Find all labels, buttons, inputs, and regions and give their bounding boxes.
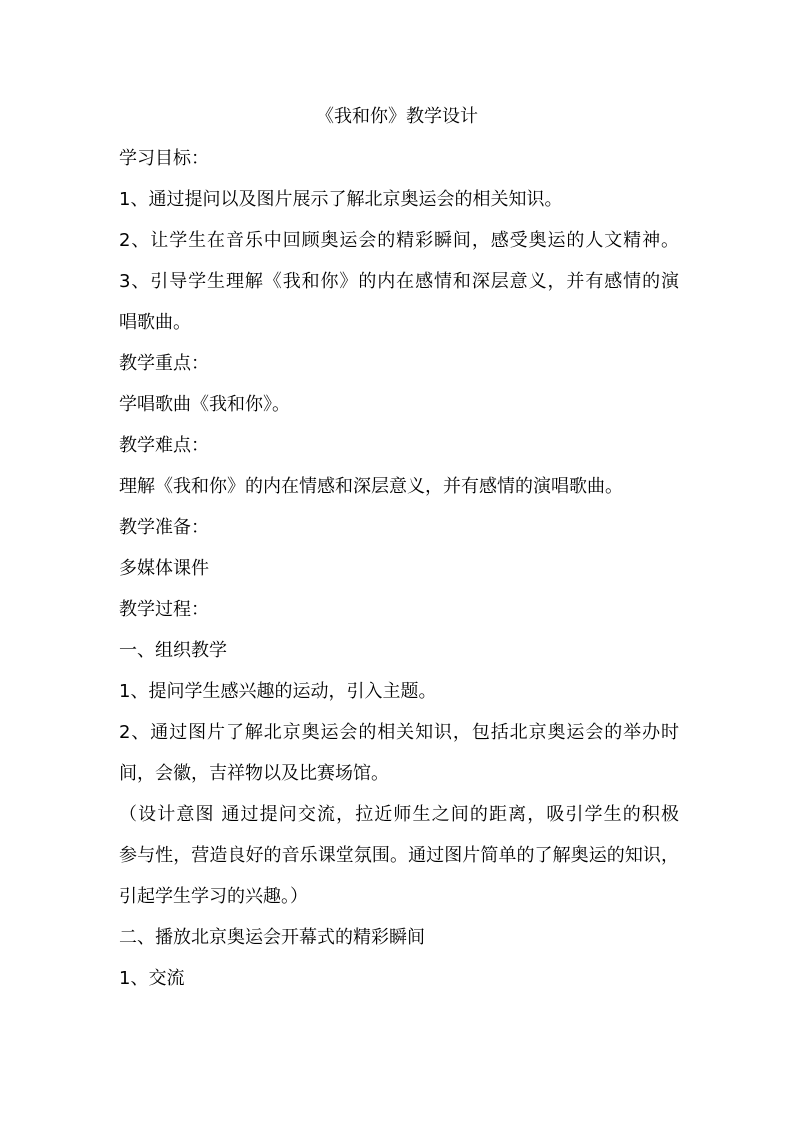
process-step-1-item-2-line-2: 间，会徽，吉祥物以及比赛场馆。 xyxy=(119,763,389,784)
goal-item-3-line-1: 3、引导学生理解《我和你》的内在感情和深层意义，并有感情的演 xyxy=(119,271,679,292)
preparation-text: 多媒体课件 xyxy=(119,558,209,579)
section-heading-learning-goals: 学习目标： xyxy=(119,148,209,169)
process-step-2-heading: 二、播放北京奥运会开幕式的精彩瞬间 xyxy=(119,927,425,948)
process-step-1-item-1: 1、提问学生感兴趣的运动，引入主题。 xyxy=(119,681,437,702)
goal-item-3-line-2: 唱歌曲。 xyxy=(119,312,191,333)
section-heading-preparation: 教学准备： xyxy=(119,517,209,538)
goal-item-2: 2、让学生在音乐中回顾奥运会的精彩瞬间，感受奥运的人文精神。 xyxy=(119,230,679,251)
document-body xyxy=(119,146,679,1007)
key-points-text: 学唱歌曲《我和你》。 xyxy=(119,394,290,415)
section-heading-difficulties: 教学难点： xyxy=(119,435,209,456)
goal-item-1: 1、通过提问以及图片展示了解北京奥运会的相关知识。 xyxy=(119,189,563,210)
design-intent-line-1: （设计意图 通过提问交流，拉近师生之间的距离，吸引学生的积极 xyxy=(119,804,679,825)
process-step-2-item-1: 1、交流 xyxy=(119,968,185,989)
process-step-1-heading: 一、组织教学 xyxy=(119,640,227,661)
process-step-1-item-2-line-1: 2、通过图片了解北京奥运会的相关知识，包括北京奥运会的举办时 xyxy=(119,722,679,743)
difficulties-text: 理解《我和你》的内在情感和深层意义，并有感情的演唱歌曲。 xyxy=(119,476,623,497)
section-heading-process: 教学过程： xyxy=(119,599,209,620)
design-intent-line-2: 参与性，营造良好的音乐课堂氛围。通过图片简单的了解奥运的知识， xyxy=(119,845,679,866)
design-intent-line-3: 引起学生学习的兴趣。） xyxy=(119,886,308,907)
document-title: 《我和你》教学设计 xyxy=(316,106,478,127)
section-heading-key-points: 教学重点： xyxy=(119,353,209,374)
